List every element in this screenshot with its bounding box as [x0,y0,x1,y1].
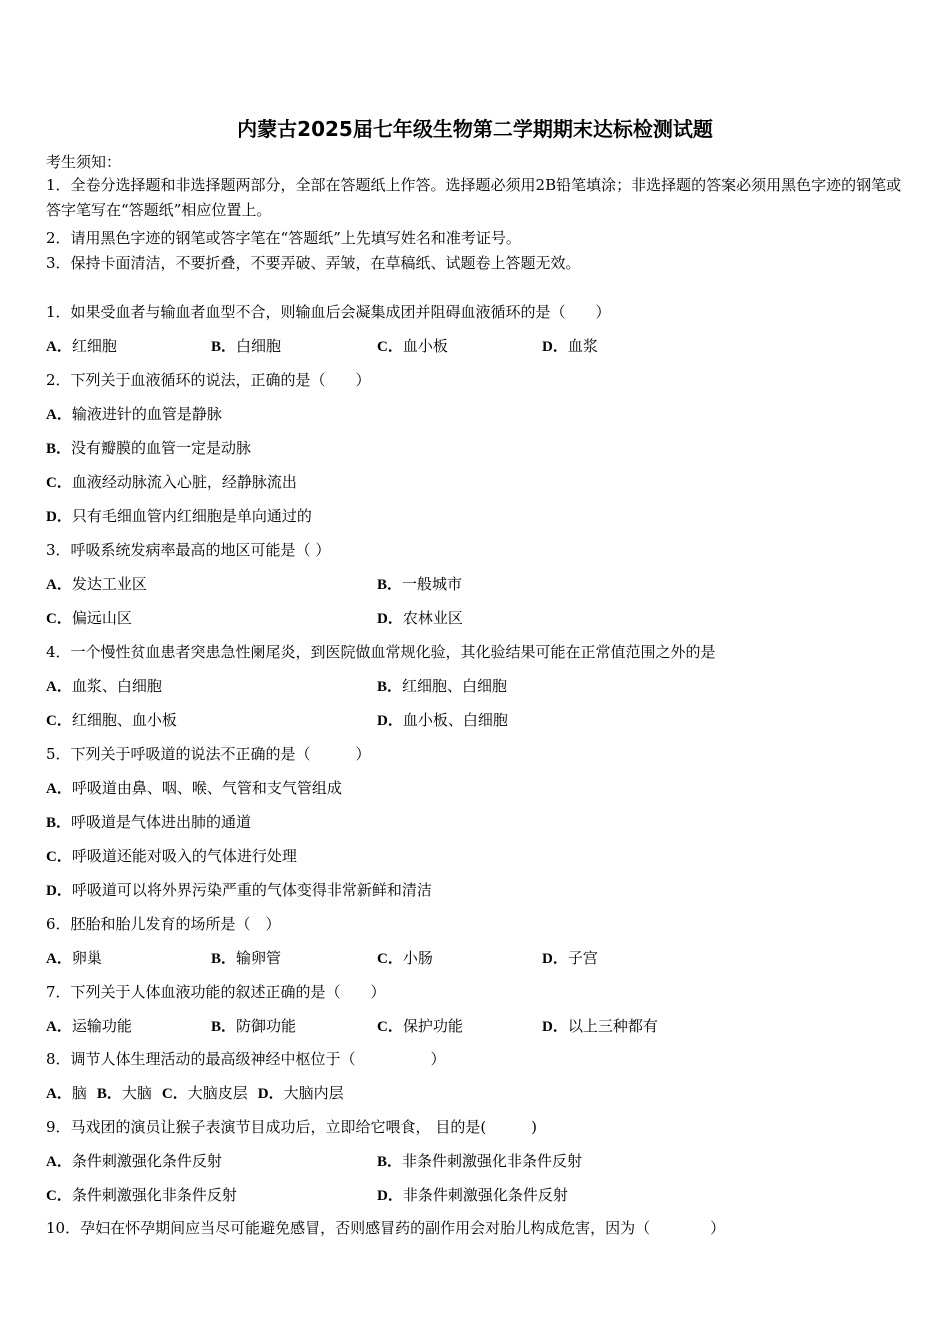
question-6-option-b: B．输卵管 [211,949,282,967]
question-3-option-c: C．偏远山区 [46,609,132,627]
question-5-option-b: B．呼吸道是气体进出肺的通道 [46,813,252,831]
notice-item-3: 3．保持卡面清洁，不要折叠，不要弄破、弄皱，在草稿纸、试题卷上答题无效。 [46,254,581,272]
question-8-option-b: B．大脑 [96,1084,152,1102]
question-2-stem: 2．下列关于血液循环的说法，正确的是（ ） [46,371,371,389]
question-8-option-c: C．大脑皮层 [161,1084,248,1102]
question-4-option-b: B．红细胞、白细胞 [377,677,508,695]
question-4-option-a: A．血浆、白细胞 [46,677,162,695]
question-3-stem: 3．呼吸系统发病率最高的地区可能是（ ） [46,541,331,559]
question-8-options-row [46,1083,344,1104]
question-1-option-a: A．红细胞 [46,337,117,355]
question-1-option-d: D．血浆 [542,337,598,355]
question-1-option-c: C．血小板 [377,337,448,355]
question-3-option-b: B．一般城市 [377,575,463,593]
question-5-option-a: A．呼吸道由鼻、咽、喉、气管和支气管组成 [46,779,342,797]
question-8-option-a: A．脑 [46,1084,87,1102]
question-5-option-c: C．呼吸道还能对吸入的气体进行处理 [46,847,297,865]
question-8-stem: 8．调节人体生理活动的最高级神经中枢位于（ ） [46,1050,446,1068]
question-2-option-a: A．输液进针的血管是静脉 [46,405,222,423]
question-9-option-c: C．条件刺激强化非条件反射 [46,1186,237,1204]
question-4-stem: 4．一个慢性贫血患者突患急性阑尾炎，到医院做血常规化验，其化验结果可能在正常值范围之外的是 [46,643,716,661]
question-6-stem: 6．胚胎和胎儿发育的场所是（ ） [46,915,281,933]
question-4-option-c: C．红细胞、血小板 [46,711,177,729]
question-2-option-c: C．血液经动脉流入心脏，经静脉流出 [46,473,297,491]
question-2-option-d: D．只有毛细血管内红细胞是单向通过的 [46,507,312,525]
question-4-option-d: D．血小板、白细胞 [377,711,508,729]
notice-item-2: 2．请用黑色字迹的钢笔或答字笔在“答题纸”上先填写姓名和准考证号。 [46,229,521,247]
question-10-stem: 10．孕妇在怀孕期间应当尽可能避免感冒，否则感冒药的副作用会对胎儿构成危害，因为（ ） [46,1219,726,1237]
question-8-option-d: D．大脑内层 [257,1084,344,1102]
question-6-option-d: D．子宫 [542,949,598,967]
question-7-option-a: A．运输功能 [46,1017,132,1035]
question-5-option-d: D．呼吸道可以将外界污染严重的气体变得非常新鲜和清洁 [46,881,432,899]
question-7-option-b: B．防御功能 [211,1017,297,1035]
question-7-stem: 7．下列关于人体血液功能的叙述正确的是（ ） [46,983,386,1001]
question-7-option-c: C．保护功能 [377,1017,463,1035]
question-1-stem: 1．如果受血者与输血者血型不合，则输血后会凝集成团并阻碍血液循环的是（ ） [46,303,611,321]
question-9-option-a: A．条件刺激强化条件反射 [46,1152,222,1170]
question-7-option-d: D．以上三种都有 [542,1017,658,1035]
question-1-option-b: B．白细胞 [211,337,282,355]
page-title: 内蒙古2025届七年级生物第二学期期末达标检测试题 [237,117,713,141]
question-9-option-d: D．非条件刺激强化条件反射 [377,1186,568,1204]
question-6-option-c: C．小肠 [377,949,433,967]
question-2-option-b: B．没有瓣膜的血管一定是动脉 [46,439,252,457]
notice-item-1: 1．全卷分选择题和非选择题两部分，全部在答题纸上作答。选择题必须用2B铅笔填涂；非选择题的答案必须用黑色字迹的钢笔或答字笔写在“答题纸”相应位置上。 [46,176,902,219]
question-3-option-a: A．发达工业区 [46,575,147,593]
question-9-stem: 9．马戏团的演员让猴子表演节目成功后，立即给它喂食， 目的是( ) [46,1118,538,1136]
notice-heading: 考生须知： [46,153,122,171]
question-3-option-d: D．农林业区 [377,609,463,627]
question-5-stem: 5．下列关于呼吸道的说法不正确的是（ ） [46,745,371,763]
question-9-option-b: B．非条件刺激强化非条件反射 [377,1152,583,1170]
question-6-option-a: A．卵巢 [46,949,102,967]
